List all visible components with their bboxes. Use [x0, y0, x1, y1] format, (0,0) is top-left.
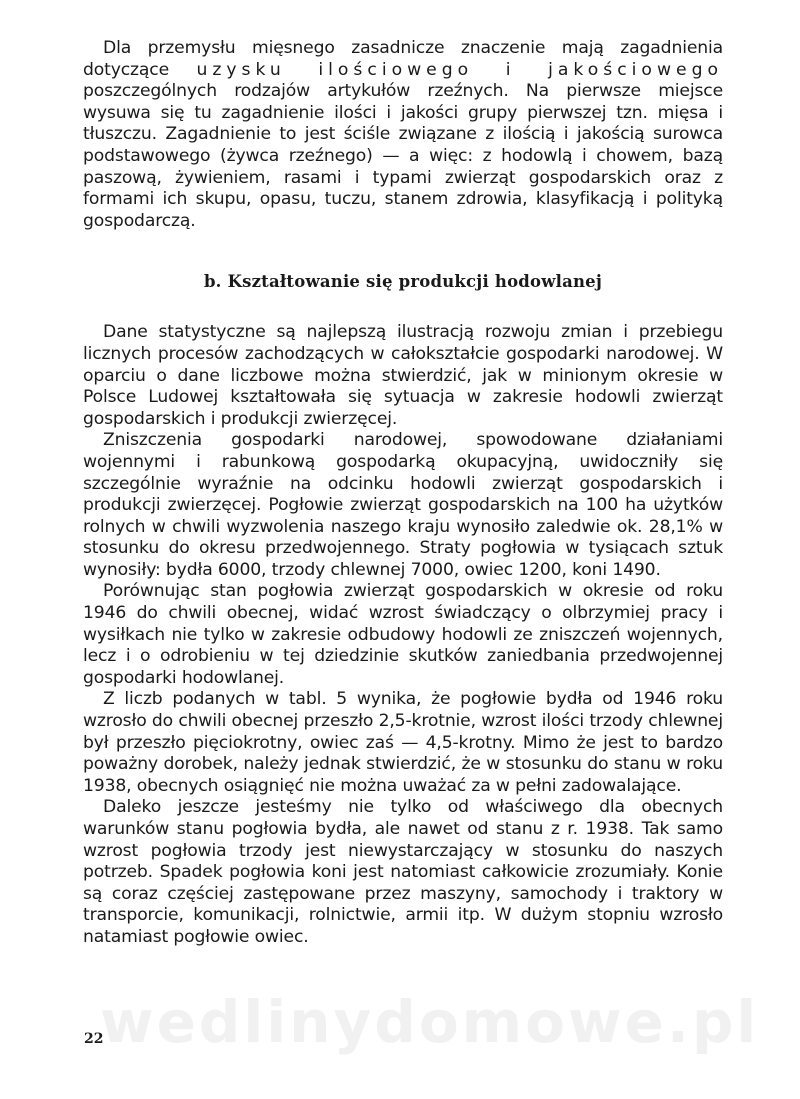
- intro-text-start: Dla przemysłu mięsnego zasadnicze znaczenie mają zagadnienia dotyczące: [83, 38, 723, 80]
- paragraph-5: Daleko jeszcze jesteśmy nie tylko od właściwego dla obecnych warunków stanu pogłowia bydła, ale nawet od stanu z r. 1938. Tak samo wzrost pogłowia trzody jest niewystarczający w stosunku do naszych potrzeb. Spadek pogłowia koni jest natomiast całkowicie zrozumiały. Konie są coraz częściej zastępowane przez maszyny, samochody i traktory w transporcie, komunikacji, rolnictwie, armii itp. W dużym stopniu wzrosło natamiast pogłowie owiec.: [83, 797, 723, 947]
- paragraph-2: Zniszczenia gospodarki narodowej, spowodowane działaniami wojennymi i rabunkową gospodarką okupacyjną, uwidoczniły się szczególnie wyraźnie na odcinku hodowli zwierząt gospodarskich i produkcji zwierzęcej. Pogłowie zwierząt gospodarskich na 100 ha użytków rolnych w chwili wyzwolenia naszego kraju wynosiło zaledwie ok. 28,1% w stosunku do okresu przedwojennego. Straty pogłowia w tysiącach sztuk wynosiły: bydła 6000, trzody chlewnej 7000, owiec 1200, koni 1490.: [83, 430, 723, 580]
- page-number: 22: [84, 1031, 104, 1047]
- intro-text-end: poszczególnych rodzajów artykułów rzeźnych. Na pierwsze miejsce wysuwa się tu zagadnienie ilości i jakości grupy pierwszej tzn. mięsa i tłuszczu. Zagadnienie to jest ściśle związane z ilością i jakością surowca podstawowego (żywca rzeźnego) — a więc: z hodowlą i chowem, bazą paszową, żywieniem, rasami i typami zwierząt gospodarskich oraz z formami ich skupu, opasu, tuczu, stanem zdrowia, klasyfikacją i polityką gospodarczą.: [83, 81, 723, 231]
- intro-spaced-emphasis: uzysku ilościowego i jakościowego: [196, 59, 724, 80]
- section-heading: b. Kształtowanie się produkcji hodowlanej: [203, 272, 603, 292]
- intro-paragraph: [83, 38, 723, 232]
- watermark: wedlinydomowe.pl: [100, 988, 760, 1056]
- paragraph-4: Z liczb podanych w tabl. 5 wynika, że pogłowie bydła od 1946 roku wzrosło do chwili obecnej przeszło 2,5-krotnie, wzrost ilości trzody chlewnej był przeszło pięciokrotny, owiec zaś — 4,5-krotny. Mimo że jest to bardzo poważny dorobek, należy jednak stwierdzić, że w stosunku do stanu w roku 1938, obecnych osiągnięć nie można uważać za w pełni zadowalające.: [83, 689, 723, 796]
- document-page: [83, 38, 723, 949]
- paragraph-1: Dane statystyczne są najlepszą ilustracją rozwoju zmian i przebiegu licznych procesów zachodzących w całokształcie gospodarki narodowej. W oparciu o dane liczbowe można stwierdzić, jak w minionym okresie w Polsce Ludowej kształtowała się sytuacja w zakresie hodowli zwierząt gospodarskich i produkcji zwierzęcej.: [83, 322, 723, 429]
- paragraph-3: Porównując stan pogłowia zwierząt gospodarskich w okresie od roku 1946 do chwili obecnej, widać wzrost świadczący o olbrzymiej pracy i wysiłkach nie tylko w zakresie odbudowy hodowli ze zniszczeń wojennych, lecz i o odrobieniu w tej dziedzinie skutków zaniedbania przedwojennej gospodarki hodowlanej.: [83, 581, 723, 688]
